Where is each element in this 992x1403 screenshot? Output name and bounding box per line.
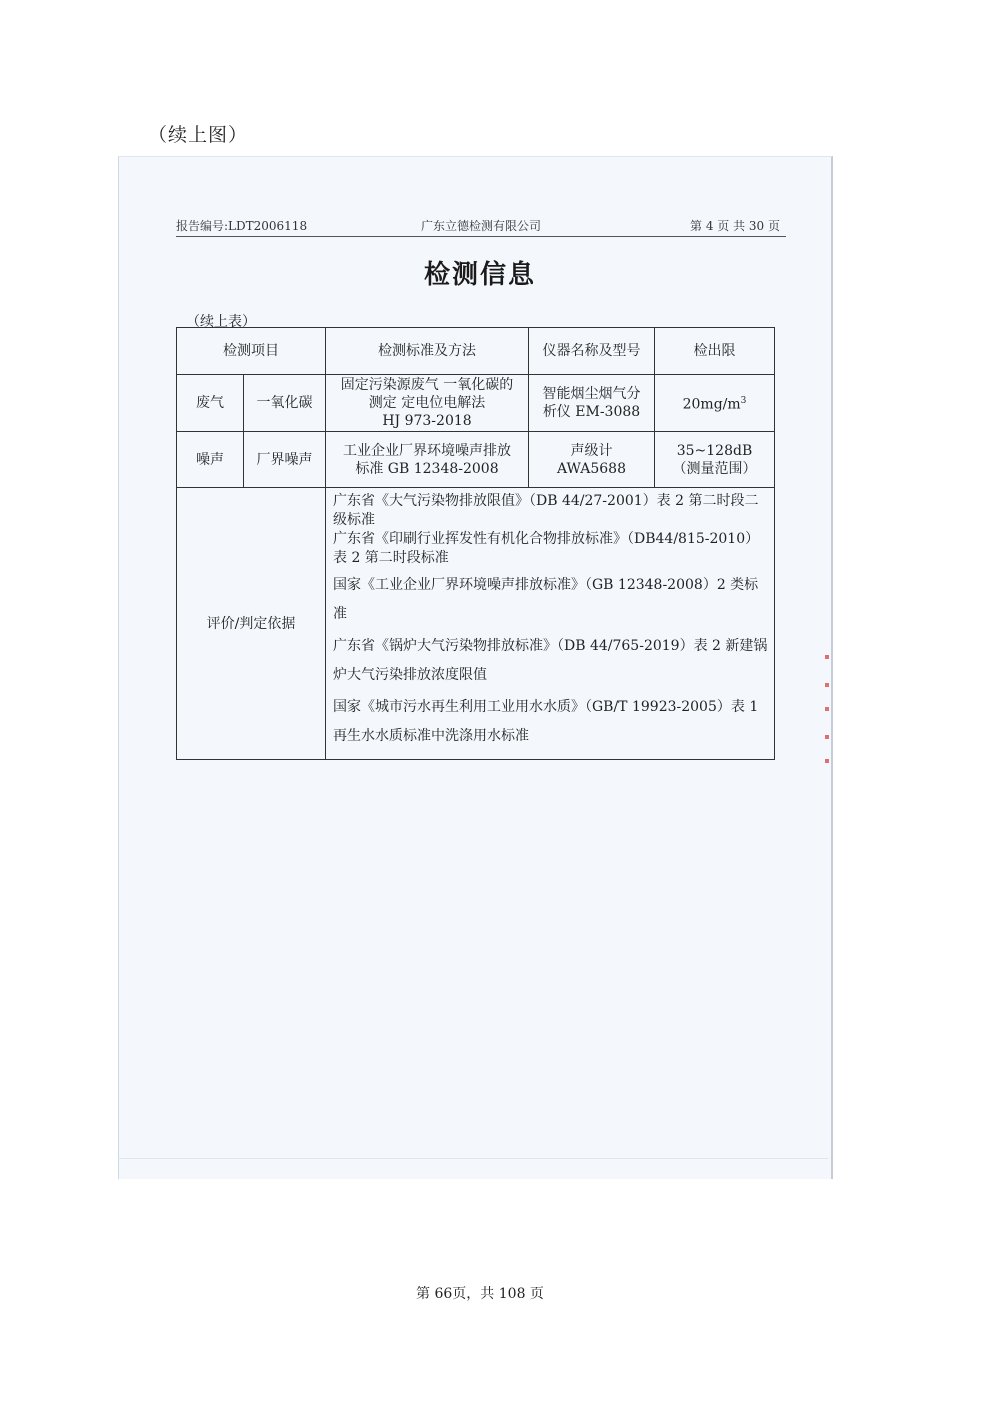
row-detection-limit <box>655 432 775 488</box>
row-method <box>326 375 529 432</box>
table-row <box>177 432 775 488</box>
header-method: 检测标准及方法 <box>326 328 529 375</box>
report-page-number: 第 4 页 共 30 页 <box>690 219 780 233</box>
detection-info-table <box>176 327 775 760</box>
row-instrument <box>529 432 655 488</box>
method-line: 固定污染源废气 一氧化碳的 <box>340 377 514 393</box>
basis-line: 广东省《锅炉大气污染物排放标准》（DB 44/765-2019）表 2 新建锅炉大气污染排放浓度限值 <box>333 638 768 683</box>
table-header-row <box>177 328 775 375</box>
instrument-line: 声级计 <box>570 442 613 459</box>
continued-figure-label: （续上图） <box>148 124 249 146</box>
basis-line: 国家《城市污水再生利用工业用水水质》（GB/T 19923-2005）表 1 再生水水质标准中洗涤用水标准 <box>333 699 759 744</box>
table-row <box>177 375 775 432</box>
limit-value: 20mg/m <box>682 396 741 413</box>
limit-superscript: 3 <box>740 396 747 407</box>
instrument-line: 析仪 EM-3088 <box>542 404 641 420</box>
row-instrument <box>529 375 655 432</box>
basis-line: 国家《工业企业厂界环境噪声排放标准》（GB 12348-2008）2 类标准 <box>333 577 759 622</box>
basis-row <box>177 488 775 760</box>
report-header <box>176 216 786 237</box>
report-number: 报告编号:LDT2006118 <box>176 219 308 233</box>
method-line: HJ 973-2018 <box>382 413 472 429</box>
row-category: 废气 <box>177 375 244 432</box>
scan-edge-line <box>118 1158 828 1159</box>
limit-line: （测量范围） <box>672 460 757 477</box>
basis-line: 广东省《印刷行业挥发性有机化合物排放标准》（DB44/815-2010）表 2 第二时段标准 <box>333 531 760 566</box>
row-item: 厂界噪声 <box>244 432 326 488</box>
basis-label: 评价/判定依据 <box>177 488 326 760</box>
instrument-line: AWA5688 <box>557 460 626 477</box>
method-line: 工业企业厂界环境噪声排放 <box>343 442 511 459</box>
row-item: 一氧化碳 <box>244 375 326 432</box>
row-detection-limit <box>655 375 775 432</box>
header-instrument: 仪器名称及型号 <box>529 328 655 375</box>
row-method <box>326 432 529 488</box>
seal-edge-marks <box>825 655 831 765</box>
limit-line: 35~128dB <box>676 442 753 459</box>
instrument-line: 智能烟尘烟气分 <box>542 386 641 402</box>
basis-line: 广东省《大气污染物排放限值》（DB 44/27-2001）表 2 第二时段二级标准 <box>333 493 759 528</box>
header-test-item: 检测项目 <box>177 328 326 375</box>
method-line: 标准 GB 12348-2008 <box>355 460 499 477</box>
row-category: 噪声 <box>177 432 244 488</box>
continued-table-label: （续上表） <box>186 314 256 330</box>
company-name: 广东立德检测有限公司 <box>420 219 541 233</box>
page-footer: 第 66页，共 108 页 <box>416 1286 544 1302</box>
basis-content <box>326 488 775 760</box>
document-title: 检测信息 <box>423 260 536 290</box>
header-detection-limit: 检出限 <box>655 328 775 375</box>
method-line: 测定 定电位电解法 <box>368 395 486 411</box>
